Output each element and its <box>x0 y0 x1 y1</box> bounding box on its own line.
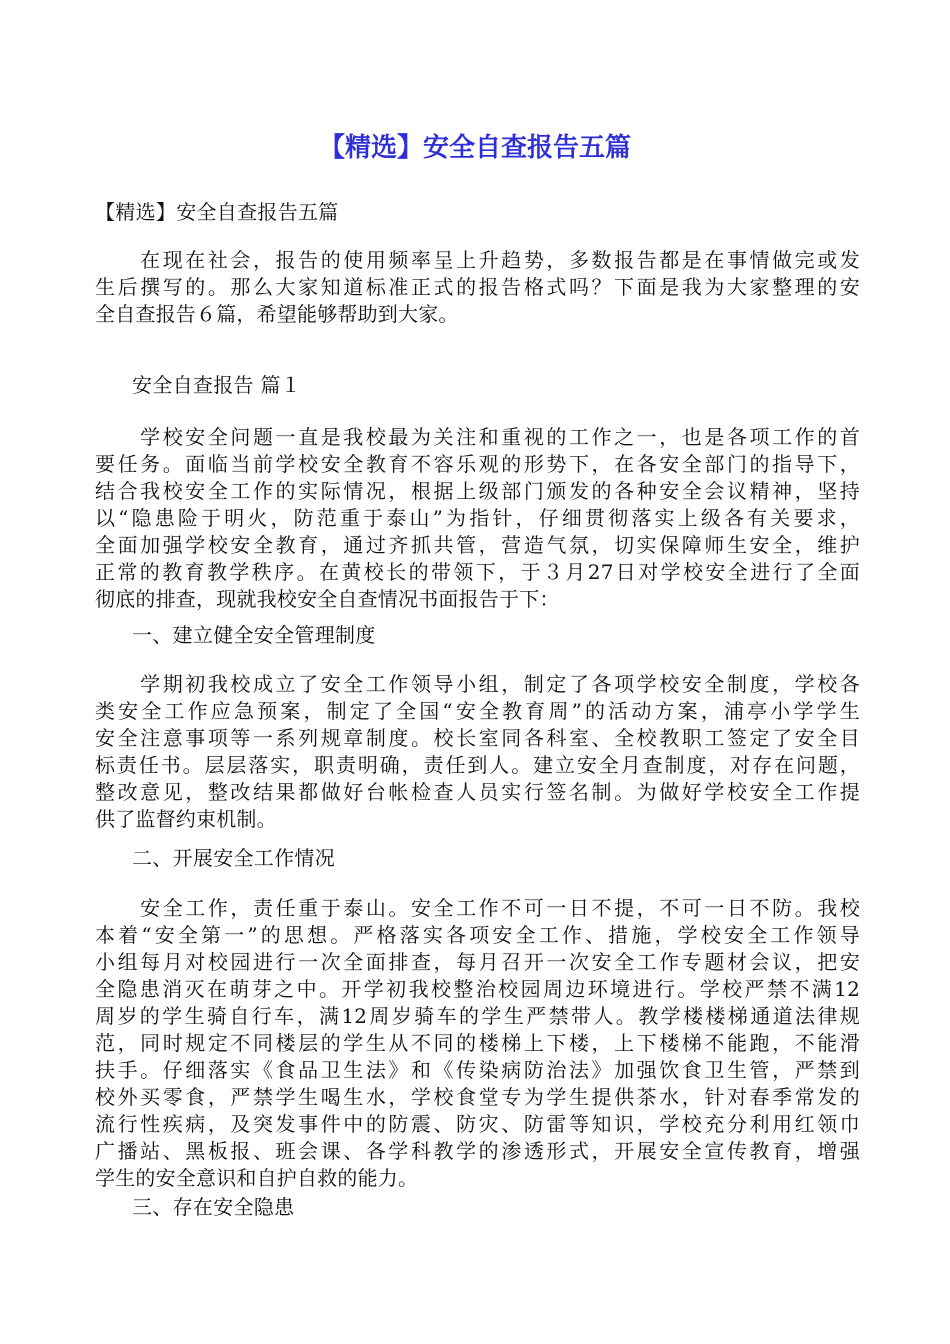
paragraph-line: 安全工作，责任重于泰山。安全工作不可一日不提，不可一日不防。我校 <box>95 896 860 920</box>
paragraph-line: 标责任书。层层落实，职责明确，责任到人。建立安全月查制度，对存在问题， <box>95 753 860 777</box>
paragraph-line: 扶手。仔细落实《食品卫生法》和《传染病防治法》加强饮食卫生管，严禁到 <box>95 1058 860 1082</box>
paragraph-line: 要任务。面临当前学校安全教育不容乐观的形势下，在各安全部门的指导下， <box>95 452 860 476</box>
document-title: 【精选】安全自查报告五篇 <box>318 133 631 163</box>
intro-paragraph <box>95 247 860 328</box>
paragraph-line: 全面加强学校安全教育，通过齐抓共管，营造气氛，切实保障师生安全，维护 <box>95 533 860 557</box>
intro-line: 全自查报告６篇，希望能够帮助到大家。 <box>95 302 459 326</box>
intro-line: 生后撰写的。那么大家知道标准正式的报告格式吗？下面是我为大家整理的安 <box>95 275 860 299</box>
paragraph-line: 安全注意事项等一系列规章制度。校长室同各科室、全校教职工签定了安全目 <box>95 726 860 750</box>
paragraph-line: 范，同时规定不同楼层的学生从不同的楼梯上下楼，上下楼梯不能跑，不能滑 <box>95 1031 860 1055</box>
paragraph-line: 全隐患消灭在萌芽之中。开学初我校整治校园周边环境进行。学校严禁不满12 <box>95 977 860 1001</box>
paragraph-line: 校外买零食，严禁学生喝生水，学校食堂专为学生提供茶水，针对春季常发的 <box>95 1085 860 1109</box>
paragraph-1 <box>95 424 860 613</box>
paragraph-line: 正常的教育教学秩序。在黄校长的带领下，于３月27日对学校安全进行了全面 <box>95 560 860 584</box>
paragraph-line: 广播站、黑板报、班会课、各学科教学的渗透形式，开展安全宣传教育，增强 <box>95 1139 860 1163</box>
paragraph-line: 供了监督约束机制。 <box>95 807 277 831</box>
section-heading: 安全自查报告 篇１ <box>132 373 302 397</box>
paragraph-line: 本着“安全第一”的思想。严格落实各项安全工作、措施，学校安全工作领导 <box>95 923 860 947</box>
paragraph-line: 彻底的排查，现就我校安全自查情况书面报告于下： <box>95 587 560 611</box>
paragraph-line: 结合我校安全工作的实际情况，根据上级部门颁发的各种安全会议精神，坚持 <box>95 479 860 503</box>
paragraph-line: 周岁的学生骑自行车，满12周岁骑车的学生严禁带人。教学楼楼梯通道法律规 <box>95 1004 860 1028</box>
paragraph-line: 以“隐患险于明火，防范重于泰山”为指针，仔细贯彻落实上级各有关要求， <box>95 506 860 530</box>
paragraph-2 <box>95 671 860 833</box>
paragraph-line: 流行性疾病，及突发事件中的防震、防灾、防雷等知识，学校充分利用红领巾 <box>95 1112 860 1136</box>
paragraph-line: 学校安全问题一直是我校最为关注和重视的工作之一，也是各项工作的首 <box>95 425 860 449</box>
intro-line: 在现在社会，报告的使用频率呈上升趋势，多数报告都是在事情做完或发 <box>95 248 860 272</box>
paragraph-line: 学期初我校成立了安全工作领导小组，制定了各项学校安全制度，学校各 <box>95 672 860 696</box>
paragraph-3 <box>95 895 860 1192</box>
paragraph-line: 小组每月对校园进行一次全面排查，每月召开一次安全工作专题材会议，把安 <box>95 950 860 974</box>
paragraph-line: 类安全工作应急预案，制定了全国“安全教育周”的活动方案，浦亭小学学生 <box>95 699 860 723</box>
heading-1: 一、建立健全安全管理制度 <box>132 623 376 647</box>
paragraph-line: 学生的安全意识和自护自救的能力。 <box>95 1166 419 1190</box>
heading-2: 二、开展安全工作情况 <box>132 846 335 870</box>
paragraph-line: 整改意见，整改结果都做好台帐检查人员实行签名制。为做好学校安全工作提 <box>95 780 860 804</box>
heading-3: 三、存在安全隐患 <box>132 1195 295 1219</box>
document-subtitle: 【精选】安全自查报告五篇 <box>95 200 339 224</box>
